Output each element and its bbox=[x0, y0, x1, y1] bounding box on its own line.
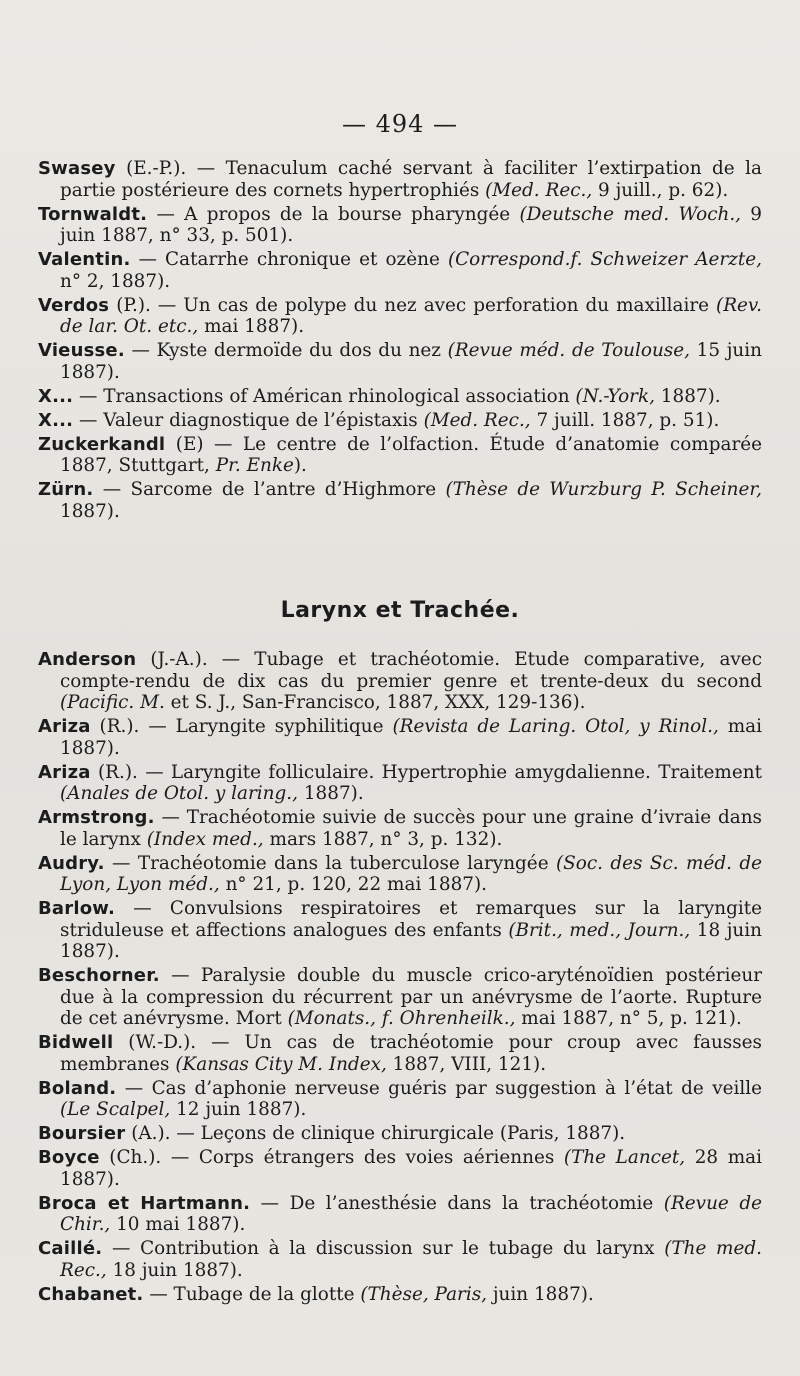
entry-citation: 18 juin 1887). bbox=[106, 1259, 243, 1281]
entry-author: Boland. bbox=[38, 1077, 117, 1099]
entry-text: (R.). — Laryngite syphilitique bbox=[90, 716, 393, 737]
entry-text: — Convulsions respiratoires et remarques sur la laryngite striduleuse et affections analogues des enfants bbox=[60, 898, 762, 941]
entry-author: Caillé. bbox=[38, 1238, 103, 1259]
bibliography-entry bbox=[38, 479, 762, 522]
bibliography-section-larynx bbox=[0, 570, 800, 1308]
entry-text: — De l’anesthésie dans la trachéotomie bbox=[250, 1192, 664, 1214]
entry-citation: 18 juin 1887). bbox=[60, 919, 762, 962]
entry-author: Beschorner. bbox=[38, 965, 160, 986]
entry-source: (Index med., bbox=[146, 828, 264, 850]
entry-text: (R.). — Laryngite folliculaire. Hypertrophie amygdalienne. Traitement bbox=[90, 761, 762, 783]
bibliography-entry bbox=[38, 410, 762, 432]
entry-citation: 1887). bbox=[654, 385, 721, 407]
entry-source: (The Lancet, bbox=[563, 1147, 686, 1168]
entry-citation: 7 juill. 1887, p. 51). bbox=[530, 409, 720, 431]
bibliography-entry bbox=[38, 762, 762, 805]
bibliography-entry bbox=[38, 1193, 762, 1236]
entry-text: (E.-P.). — Tenaculum caché servant à faciliter l’extirpation de la partie postérieure des cornets hypertrophiés bbox=[60, 158, 762, 201]
entry-citation: mai 1887, n° 5, p. 121). bbox=[515, 1008, 742, 1029]
section-title: Larynx et Trachée. bbox=[280, 598, 520, 623]
entry-citation: 15 juin 1887). bbox=[60, 340, 762, 383]
entry-source: (Med. Rec., bbox=[485, 179, 593, 201]
entry-source: (Revue de Chir., bbox=[60, 1192, 762, 1235]
entry-source: (Le Scalpel, bbox=[60, 1099, 171, 1120]
entry-text: — Transactions of Américan rhinological association bbox=[73, 385, 576, 407]
bibliography-entry bbox=[38, 249, 762, 292]
bibliography-list-nose bbox=[0, 158, 800, 525]
bibliography-entry bbox=[38, 158, 762, 201]
entry-author: X... bbox=[38, 409, 74, 431]
bibliography-entry bbox=[38, 204, 762, 247]
entry-author: Boyce bbox=[38, 1147, 100, 1168]
bibliography-entry bbox=[38, 853, 762, 896]
entry-citation: 9 juill., p. 62). bbox=[592, 179, 729, 201]
bibliography-entry bbox=[38, 1078, 762, 1121]
entry-text: — Cas d’aphonie nerveuse guéris par suggestion à l’état de veille bbox=[116, 1077, 762, 1099]
entry-source: (Correspond.f. Schweizer Aerzte, bbox=[447, 249, 762, 270]
entry-source: (Thèse de Wurzburg P. Scheiner, bbox=[445, 479, 762, 500]
entry-author: Broca et Hartmann. bbox=[38, 1192, 251, 1214]
entry-citation: mai 1887). bbox=[198, 316, 305, 337]
page-number: — 494 — bbox=[341, 110, 459, 138]
bibliography-entry bbox=[38, 1123, 762, 1145]
entry-author: Armstrong. bbox=[38, 807, 155, 828]
entry-source: (Thèse, Paris, bbox=[360, 1283, 487, 1305]
entry-text: — Contribution à la discussion sur le tubage du larynx bbox=[102, 1238, 665, 1259]
entry-source: Pr. Enke bbox=[215, 455, 294, 476]
entry-citation: et S. J., San-Francisco, 1887, XXX, 129-136). bbox=[164, 692, 586, 713]
bibliography-entry bbox=[38, 649, 762, 714]
entry-citation: n° 2, 1887). bbox=[60, 270, 171, 292]
entry-citation: 12 juin 1887). bbox=[170, 1099, 307, 1120]
entry-author: Barlow. bbox=[38, 898, 115, 919]
entry-source: (N.-York, bbox=[575, 385, 655, 407]
bibliography-entry bbox=[38, 965, 762, 1030]
entry-author: Verdos bbox=[38, 294, 110, 316]
entry-citation: n° 21, p. 120, 22 mai 1887). bbox=[219, 874, 488, 895]
entry-text: (A.). — Leçons de clinique chirurgicale (Paris, 1887). bbox=[125, 1123, 626, 1144]
bibliography-entry bbox=[38, 1284, 762, 1306]
bibliography-entry bbox=[38, 386, 762, 408]
bibliography-entry bbox=[38, 807, 762, 850]
bibliography-entry bbox=[38, 1032, 762, 1075]
entry-author: Vieusse. bbox=[38, 340, 125, 361]
entry-source: (Monats., f. Ohrenheilk., bbox=[287, 1008, 516, 1029]
entry-text: — Trachéotomie dans la tuberculose laryngée bbox=[104, 852, 556, 874]
bibliography-entry bbox=[38, 898, 762, 963]
entry-citation: 1887). bbox=[60, 500, 120, 522]
entry-citation: mars 1887, n° 3, p. 132). bbox=[263, 828, 503, 850]
entry-text: — Sarcome de l’antre d’Highmore bbox=[93, 479, 446, 500]
entry-source: (Anales de Otol. y laring., bbox=[60, 783, 298, 804]
entry-text: (E) — Le centre de l’olfaction. Étude d’anatomie comparée 1887, Stuttgart, bbox=[60, 433, 762, 476]
entry-author: Valentin. bbox=[38, 249, 131, 270]
entry-author: Boursier bbox=[38, 1123, 126, 1144]
entry-citation: 28 mai 1887). bbox=[60, 1147, 762, 1190]
entry-text: — Catarrhe chronique et ozène bbox=[130, 249, 448, 270]
entry-author: Chabanet. bbox=[38, 1283, 144, 1305]
entry-text: — Trachéotomie suivie de succès pour une graine d’ivraie dans le larynx bbox=[60, 807, 762, 850]
entry-text: (W.-D.). — Un cas de trachéotomie pour croup avec fausses membranes bbox=[60, 1032, 762, 1075]
entry-text: (J.-A.). — Tubage et trachéotomie. Etude comparative, avec compte-rendu de dix cas du premier genre et trente-deux du second bbox=[60, 649, 762, 692]
entry-citation: ). bbox=[293, 455, 307, 476]
entry-citation: 1887). bbox=[298, 783, 364, 804]
entry-text: — A propos de la bourse pharyngée bbox=[147, 203, 520, 225]
bibliography-entry bbox=[38, 340, 762, 383]
entry-text: — Paralysie double du muscle crico-aryténoïdien postérieur due à la compression du récurrent par un anévrysme de l’aorte. Rupture de cet anévrysme. Mort bbox=[60, 965, 762, 1029]
bibliography-entry bbox=[38, 295, 762, 338]
entry-text: (Ch.). — Corps étrangers des voies aériennes bbox=[99, 1147, 564, 1168]
entry-author: Audry. bbox=[38, 852, 105, 874]
entry-source: (Pacific. M. bbox=[60, 692, 165, 713]
entry-author: Ariza bbox=[38, 716, 91, 737]
entry-source: (Kansas City M. Index, bbox=[175, 1053, 387, 1075]
entry-source: (Med. Rec., bbox=[423, 409, 531, 431]
entry-text: (P.). — Un cas de polype du nez avec perforation du maxillaire bbox=[109, 294, 717, 316]
entry-source: (Brit., med., Journ., bbox=[508, 919, 691, 941]
bibliography-entry bbox=[38, 716, 762, 759]
entry-citation: 10 mai 1887). bbox=[110, 1214, 246, 1235]
entry-author: Zuckerkandl bbox=[38, 433, 166, 455]
entry-author: X... bbox=[38, 385, 74, 407]
entry-author: Swasey bbox=[38, 158, 116, 179]
entry-author: Zürn. bbox=[38, 479, 94, 500]
entry-author: Tornwaldt. bbox=[38, 203, 148, 225]
entry-author: Bidwell bbox=[38, 1032, 114, 1053]
entry-text: — Kyste dermoïde du dos du nez bbox=[124, 340, 448, 361]
entry-source: (Revue méd. de Toulouse, bbox=[447, 340, 690, 361]
entry-source: (Revista de Laring. Otol, y Rinol., bbox=[392, 716, 719, 737]
bibliography-entry bbox=[38, 1238, 762, 1281]
entry-text: — Tubage de la glotte bbox=[143, 1283, 361, 1305]
bibliography-entry bbox=[38, 434, 762, 477]
entry-citation: mai 1887). bbox=[60, 716, 762, 759]
entry-text: — Valeur diagnostique de l’épistaxis bbox=[73, 409, 424, 431]
entry-source: (Rev. de lar. Ot. etc., bbox=[60, 294, 762, 337]
entry-citation: 9 juin 1887, n° 33, p. 501). bbox=[60, 203, 763, 246]
entry-source: (The med. Rec., bbox=[60, 1238, 762, 1281]
entry-author: Ariza bbox=[38, 761, 91, 783]
entry-source: (Deutsche med. Woch., bbox=[519, 203, 742, 225]
entry-citation: juin 1887). bbox=[487, 1283, 594, 1305]
bibliography-entry bbox=[38, 1147, 762, 1190]
bibliography-list-larynx bbox=[0, 649, 800, 1305]
entry-author: Anderson bbox=[38, 649, 137, 670]
entry-source: (Soc. des Sc. méd. de Lyon, Lyon méd., bbox=[60, 852, 762, 895]
entry-citation: 1887, VIII, 121). bbox=[386, 1053, 547, 1075]
